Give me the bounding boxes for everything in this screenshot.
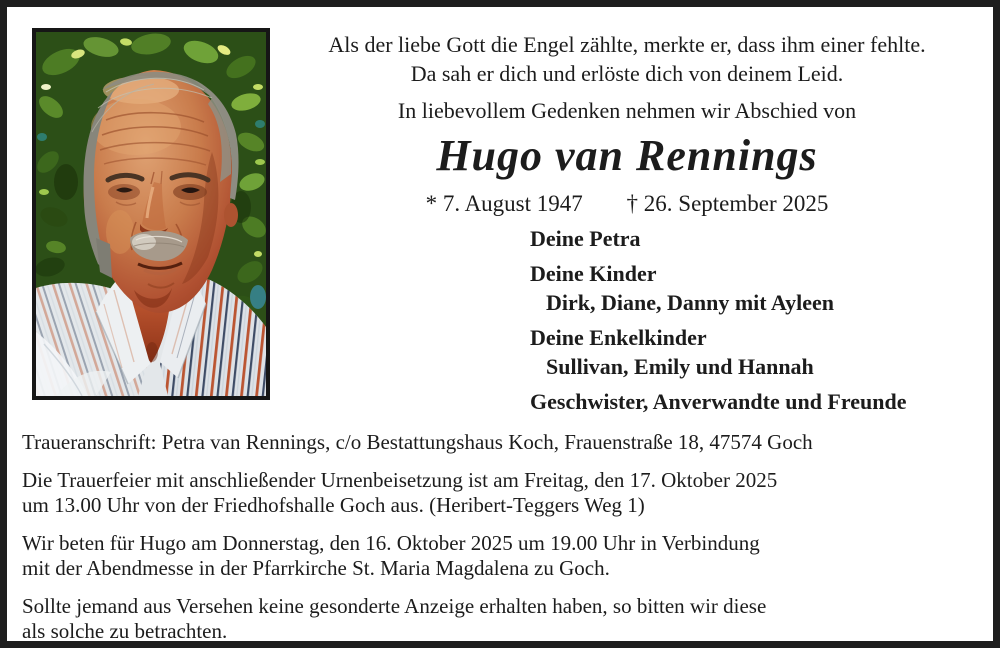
mourning-address — [22, 430, 978, 455]
portrait-photo — [36, 32, 266, 396]
funeral-line-1: Die Trauerfeier mit anschließender Urnenbeisetzung ist am Freitag, den 17. Oktober 2025 — [22, 468, 778, 492]
apology-note — [22, 594, 978, 644]
mass-line-2: mit der Abendmesse in der Pfarrkirche St. Maria Magdalena zu Goch. — [22, 556, 610, 580]
deceased-name: Hugo van Rennings — [436, 131, 818, 180]
verse-line-2: Da sah er dich und erlöste dich von deinem Leid. — [410, 61, 844, 86]
mourner-line: Dirk, Diane, Danny mit Ayleen — [546, 290, 835, 315]
portrait-photo-frame — [32, 28, 270, 400]
memorial-text-column — [268, 30, 986, 217]
mass-info — [22, 531, 978, 581]
mass-line-1: Wir beten für Hugo am Donnerstag, den 16. Oktober 2025 um 19.00 Uhr in Verbindung — [22, 531, 760, 555]
death-date: † 26. September 2025 — [626, 191, 829, 216]
note-line-2: als solche zu betrachten. — [22, 619, 228, 643]
verse-line-1: Als der liebe Gott die Engel zählte, merkte er, dass ihm einer fehlte. — [328, 32, 926, 57]
mourner-line: Deine Petra — [530, 226, 641, 251]
funeral-details — [22, 430, 978, 644]
life-dates — [268, 191, 986, 217]
birth-date: * 7. August 1947 — [425, 191, 583, 216]
note-line-1: Sollte jemand aus Versehen keine gesonderte Anzeige erhalten haben, so bitten wir diese — [22, 594, 767, 618]
address-line: Traueranschrift: Petra van Rennings, c/o Bestattungshaus Koch, Frauenstraße 18, 47574 Goch — [22, 430, 813, 454]
mourners-list — [530, 228, 906, 413]
mourner-line: Deine Kinder — [530, 261, 657, 286]
funeral-line-2: um 13.00 Uhr von der Friedhofshalle Goch aus. (Heribert-Teggers Weg 1) — [22, 493, 645, 517]
mourner-line: Deine Enkelkinder — [530, 325, 707, 350]
intro-line: In liebevollem Gedenken nehmen wir Abschied von — [397, 98, 857, 123]
funeral-service-info — [22, 468, 978, 518]
mourner-line: Sullivan, Emily und Hannah — [546, 354, 814, 379]
mourner-line: Geschwister, Anverwandte und Freunde — [530, 389, 907, 414]
